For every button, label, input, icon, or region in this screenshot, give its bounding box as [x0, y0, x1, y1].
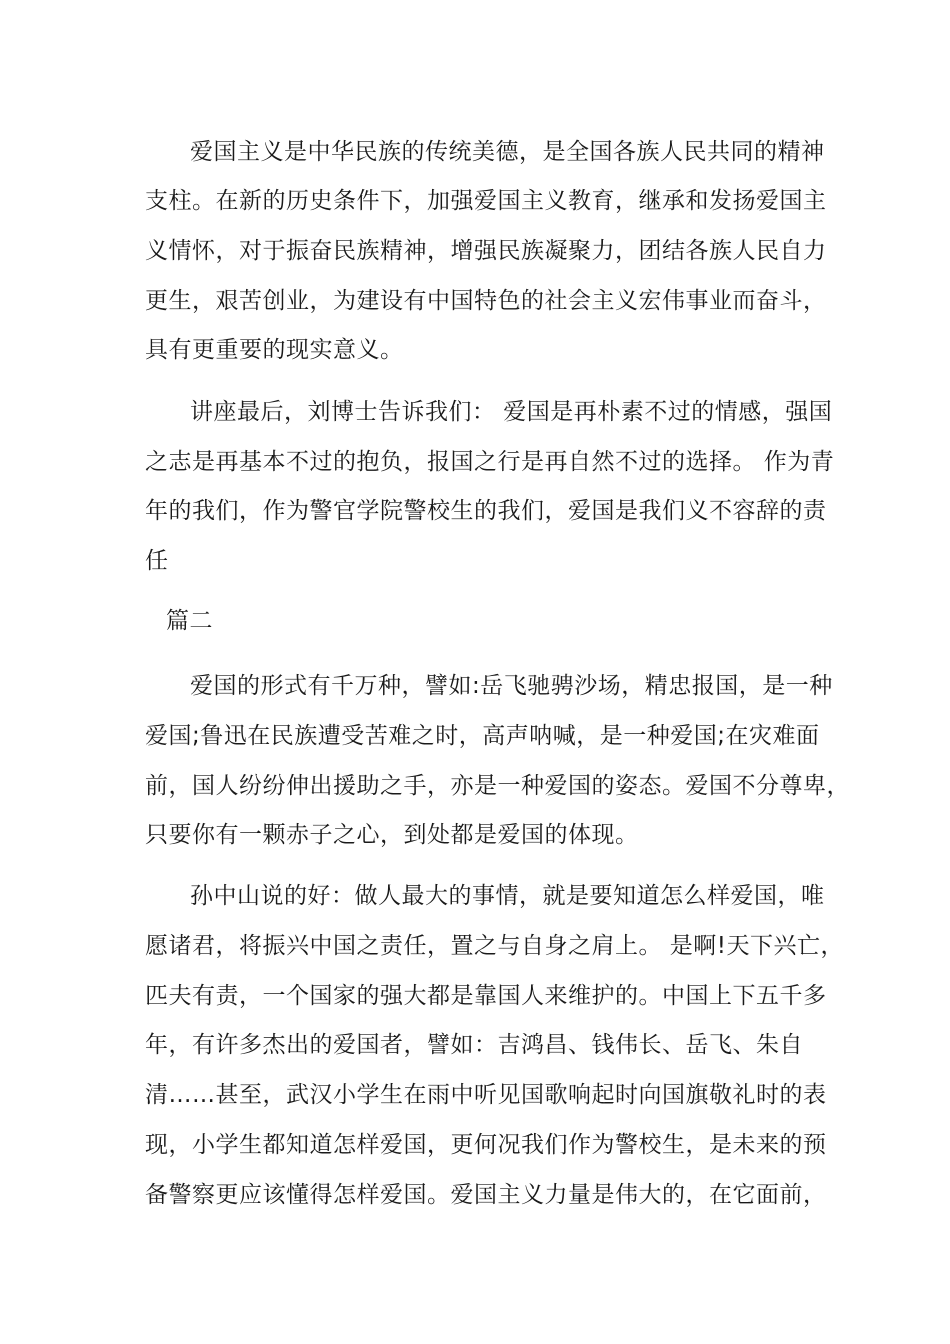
paragraph-2-line-1: 讲座最后，刘博士告诉我们： 爱国是再朴素不过的情感，强国 [190, 399, 833, 425]
paragraph-3-line-4: 只要你有一颗赤子之心，到处都是爱国的体现。 [145, 822, 639, 848]
paragraph-1-line-2: 支柱。在新的历史条件下，加强爱国主义教育，继承和发扬爱国主 [145, 188, 827, 214]
paragraph-2-line-4: 任 [145, 548, 169, 574]
section-heading: 篇二 [166, 608, 213, 634]
paragraph-4-line-5: 清……甚至，武汉小学生在雨中听见国歌响起时向国旗敬礼时的表 [145, 1082, 827, 1108]
paragraph-1-line-4: 更生，艰苦创业，为建设有中国特色的社会主义宏伟事业而奋斗， [145, 288, 827, 314]
paragraph-4-line-1: 孙中山说的好：做人最大的事情，就是要知道怎么样爱国，唯 [190, 883, 825, 909]
paragraph-1-line-1: 爱国主义是中华民族的传统美德，是全国各族人民共同的精神 [190, 139, 825, 165]
paragraph-4-line-3: 匹夫有责，一个国家的强大都是靠国人来维护的。中国上下五千多 [145, 983, 827, 1009]
paragraph-1-line-3: 义情怀，对于振奋民族精神，增强民族凝聚力，团结各族人民自力 [145, 238, 827, 264]
paragraph-2-line-2: 之志是再基本不过的抱负，报国之行是再自然不过的选择。 作为青 [145, 449, 835, 475]
paragraph-3-line-2: 爱国;鲁迅在民族遭受苦难之时，高声呐喊，是一种爱国;在灾难面 [145, 723, 820, 749]
paragraph-4-line-6: 现，小学生都知道怎样爱国，更何况我们作为警校生，是未来的预 [145, 1132, 827, 1158]
paragraph-3-line-3: 前，国人纷纷伸出援助之手，亦是一种爱国的姿态。爱国不分尊卑， [145, 773, 850, 799]
paragraph-3-line-1: 爱国的形式有千万种，譬如:岳飞驰骋沙场，精忠报国，是一种 [190, 673, 833, 699]
paragraph-1-line-5: 具有更重要的现实意义。 [145, 337, 404, 363]
paragraph-2-line-3: 年的我们，作为警官学院警校生的我们，爱国是我们义不容辞的责 [145, 498, 827, 524]
paragraph-4-line-7: 备警察更应该懂得怎样爱国。爱国主义力量是伟大的，在它面前， [145, 1182, 827, 1208]
paragraph-4-line-2: 愿诸君，将振兴中国之责任，置之与自身之肩上。 是啊!天下兴亡， [145, 933, 845, 959]
paragraph-4-line-4: 年，有许多杰出的爱国者，譬如：吉鸿昌、钱伟长、岳飞、朱自 [145, 1032, 803, 1058]
